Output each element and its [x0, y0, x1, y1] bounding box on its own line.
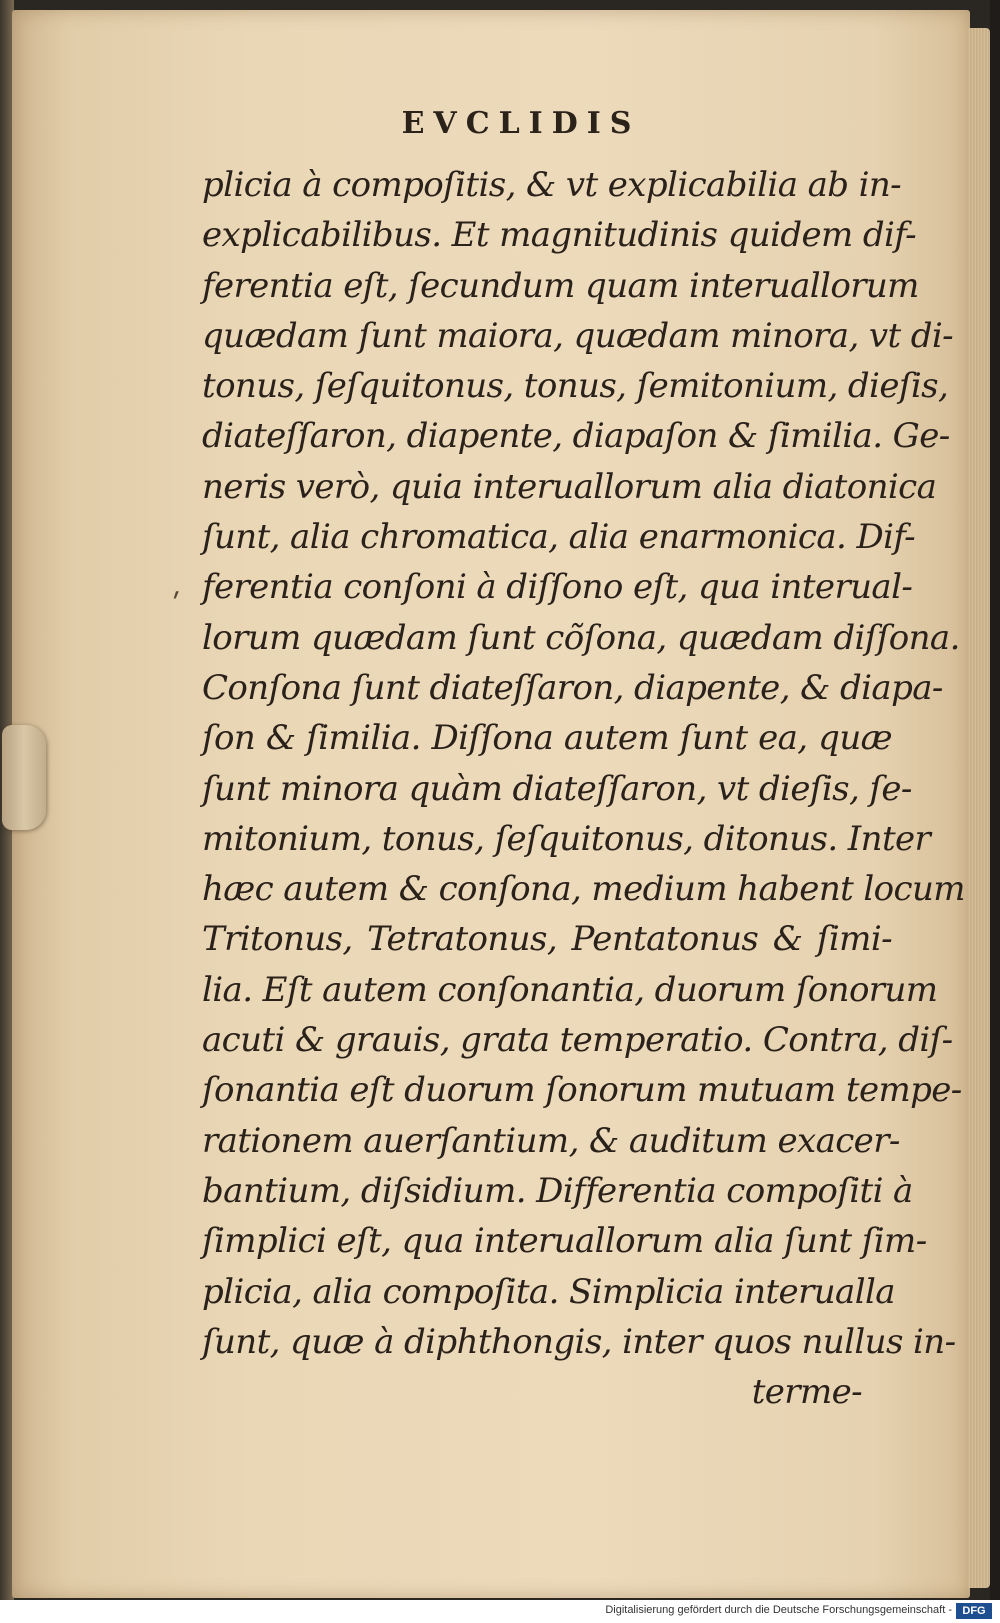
text-line: ferentia conſoni à diſſono eſt, qua interual-: [202, 567, 913, 608]
text-line: lorum quædam ſunt cõſona, quædam diſſona.: [202, 617, 960, 658]
text-line: quædam ſunt maiora, quædam minora, vt di-: [202, 315, 954, 356]
funding-note: Digitalisierung gefördert durch die Deutsche Forschungsgemeinschaft -: [605, 1604, 952, 1616]
text-line: rationem auerſantium, & auditum exacer-: [202, 1120, 900, 1161]
text-line: ſon & ſimilia. Diſſona autem ſunt ea, quæ: [202, 718, 892, 759]
text-line: ſunt, quæ à diphthongis, inter quos nullus in-: [202, 1321, 956, 1362]
footer-bar: [0, 1600, 1000, 1623]
text-line: Conſona ſunt diateſſaron, diapente, & diapa-: [202, 667, 943, 708]
page-stack-right: [968, 28, 990, 1588]
catchword: terme-: [751, 1372, 862, 1413]
page-tab-marker: [2, 725, 46, 830]
text-line: ferentia eſt, ſecundum quam interuallorum: [202, 265, 919, 306]
text-block: [202, 160, 965, 1417]
text-line: bantium, diſsidium. Differentia compoſiti à: [202, 1170, 913, 1211]
text-line: hæc autem & conſona, medium habent locum: [202, 869, 965, 910]
text-line: ſimplici eſt, qua interuallorum alia ſunt ſim-: [202, 1221, 927, 1262]
text-line: ſonantia eſt duorum ſonorum mutuam tempe-: [202, 1070, 962, 1111]
text-line: ſunt, alia chromatica, alia enarmonica. Dif-: [202, 517, 916, 558]
margin-mark: ʹ: [172, 588, 181, 623]
scan-edge-right: [990, 0, 1000, 1600]
text-line: ſunt minora quàm diateſſaron, vt dieſis, ſe-: [202, 768, 912, 809]
text-line: acuti & grauis, grata temperatio. Contra, diſ-: [202, 1020, 953, 1061]
book-page: [12, 10, 970, 1598]
text-line: Tritonus, Tetratonus, Pentatonus & ſimi-: [202, 919, 892, 960]
text-line: tonus, ſeſquitonus, tonus, ſemitonium, dieſis,: [202, 366, 949, 407]
running-head: EVCLIDIS: [401, 106, 641, 141]
text-line: plicia à compoſitis, & vt explicabilia ab in-: [202, 165, 902, 205]
dfg-logo: DFG: [956, 1603, 992, 1619]
text-line: plicia, alia compoſita. Simplicia interualla: [202, 1271, 895, 1312]
text-line: diateſſaron, diapente, diapaſon & ſimilia. Ge-: [202, 416, 950, 457]
text-line: neris verò, quia interuallorum alia diatonica: [202, 466, 937, 507]
text-line: lia. Eſt autem conſonantia, duorum ſonorum: [202, 969, 938, 1010]
text-line: mitonium, tonus, ſeſquitonus, ditonus. Inter: [202, 818, 931, 859]
text-line: explicabilibus. Et magnitudinis quidem dif-: [202, 215, 916, 256]
